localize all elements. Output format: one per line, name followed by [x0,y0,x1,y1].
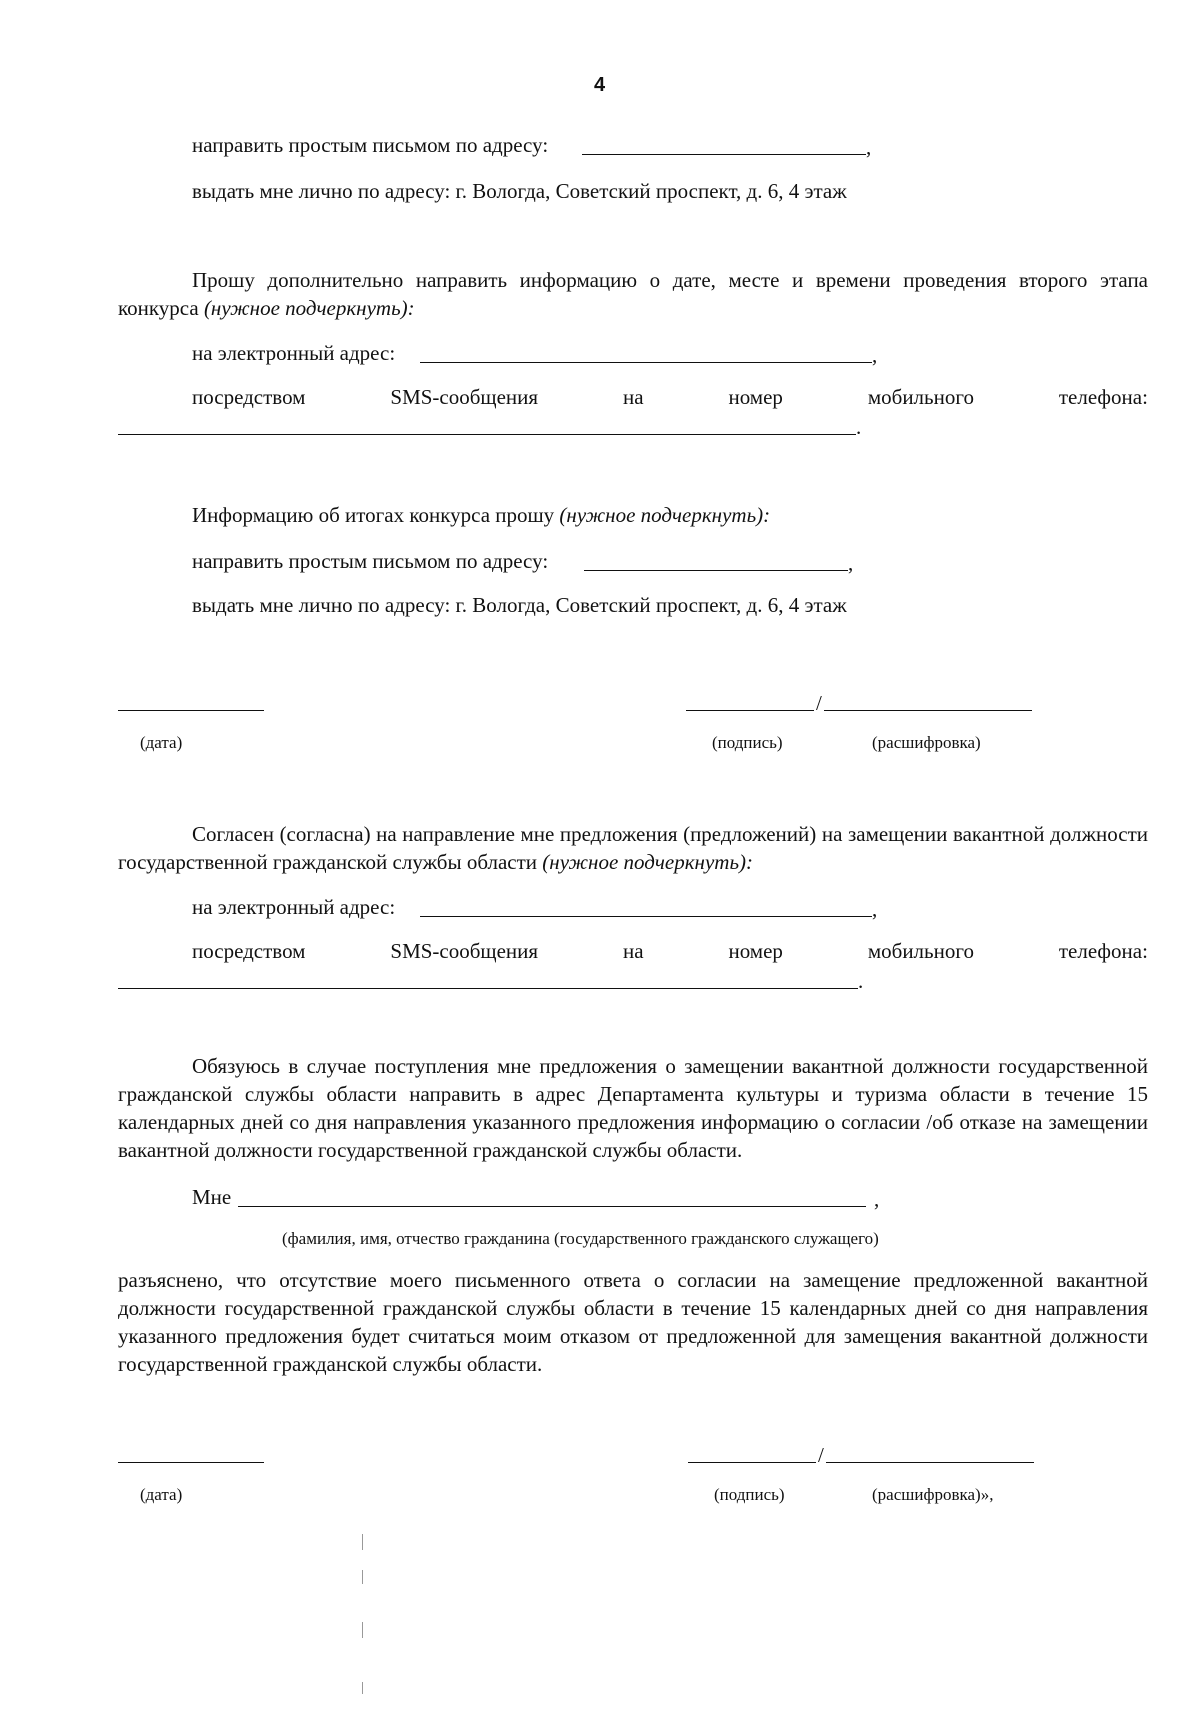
sms-word: на [622,939,644,963]
sms-word: SMS-сообщения [390,385,539,409]
signature-field-1[interactable] [686,710,814,711]
scan-mark [362,1534,363,1550]
decode-field-1[interactable] [824,710,1032,711]
period: . [856,415,862,439]
scan-mark [362,1682,363,1694]
sms-word: номер [728,939,783,963]
date-field-2[interactable] [118,1462,264,1463]
sms-word: SMS-сообщения [390,939,539,963]
sms-phone-row-2 [192,938,1148,964]
full-name-field[interactable] [238,1206,866,1207]
email-label-1: на электронный адрес: [192,341,396,365]
period: . [858,969,864,993]
option-in-person-2: выдать мне лично по адресу: г. Вологда, Советский проспект, д. 6, 4 этаж [192,593,847,617]
option-text: направить простым письмом по адресу: [192,133,549,157]
signature-caption-2: (подпись) [714,1485,785,1504]
phone-field-1[interactable] [118,434,856,435]
option-in-person-1: выдать мне лично по адресу: г. Вологда, Советский проспект, д. 6, 4 этаж [192,179,847,203]
explanation-paragraph: разъяснено, что отсутствие моего письменного ответа о согласии на замещение предложенной вакантной должности государственной гражданской службы области в течение 15 календарных дней со дня направления указанного предложения будет считаться моим отказом от предложенной для замещения вакантной должности государственной гражданской службы области. [118,1268,1148,1376]
results-intro: Информацию об итогах конкурса прошу (нужное подчеркнуть): [192,503,771,527]
comma: , [874,1187,880,1211]
comma: , [866,135,872,159]
decode-caption-2: (расшифровка)», [872,1485,994,1504]
phone-field-2[interactable] [118,988,858,989]
comma: , [872,897,878,921]
email-label-2: на электронный адрес: [192,895,396,919]
sms-word: телефона: [1058,385,1148,409]
sms-word: мобильного [867,385,974,409]
consent-paragraph: Согласен (согласна) на направление мне предложения (предложений) на замещении вакантной должности государственной гражданской службы области (нужное подчеркнуть): [118,822,1148,874]
email-field-1[interactable] [420,362,872,363]
sms-word: посредством [192,385,306,409]
mne-label: Мне [192,1185,232,1209]
mail-address-field-1[interactable] [582,154,866,155]
request-second-stage-paragraph: Прошу дополнительно направить информацию о дате, месте и времени проведения второго этапа конкурса (нужное подчеркнуть): [118,268,1148,320]
full-name-caption: (фамилия, имя, отчество гражданина (государственного гражданского служащего) [282,1229,879,1248]
comma: , [848,551,854,575]
scan-mark [362,1622,363,1638]
obligation-paragraph: Обязуюсь в случае поступления мне предложения о замещении вакантной должности государственной гражданской службы области направить в адрес Департамента культуры и туризма области в течение 15 календарных дней со дня направления указанного предложения информацию о согласии /об отказе на замещении вакантной должности государственной гражданской службы области. [118,1054,1148,1162]
scan-mark [362,1570,363,1584]
mail-address-field-2[interactable] [584,570,848,571]
sms-word: телефона: [1058,939,1148,963]
decode-field-2[interactable] [826,1462,1034,1463]
sms-phone-row-1 [192,384,1148,410]
decode-caption-1: (расшифровка) [872,733,981,752]
signature-caption-1: (подпись) [712,733,783,752]
slash: / [816,691,822,715]
comma: , [872,343,878,367]
sms-word: мобильного [867,939,974,963]
page-number: 4 [594,74,606,96]
signature-field-2[interactable] [688,1462,816,1463]
date-caption-1: (дата) [140,733,183,752]
sms-word: посредством [192,939,306,963]
date-caption-2: (дата) [140,1485,183,1504]
slash: / [818,1443,824,1467]
option-mail-address-2: направить простым письмом по адресу: [192,549,549,573]
sms-word: на [622,385,644,409]
sms-word: номер [728,385,783,409]
option-mail-address-1 [192,132,548,158]
email-field-2[interactable] [420,916,872,917]
date-field-1[interactable] [118,710,264,711]
